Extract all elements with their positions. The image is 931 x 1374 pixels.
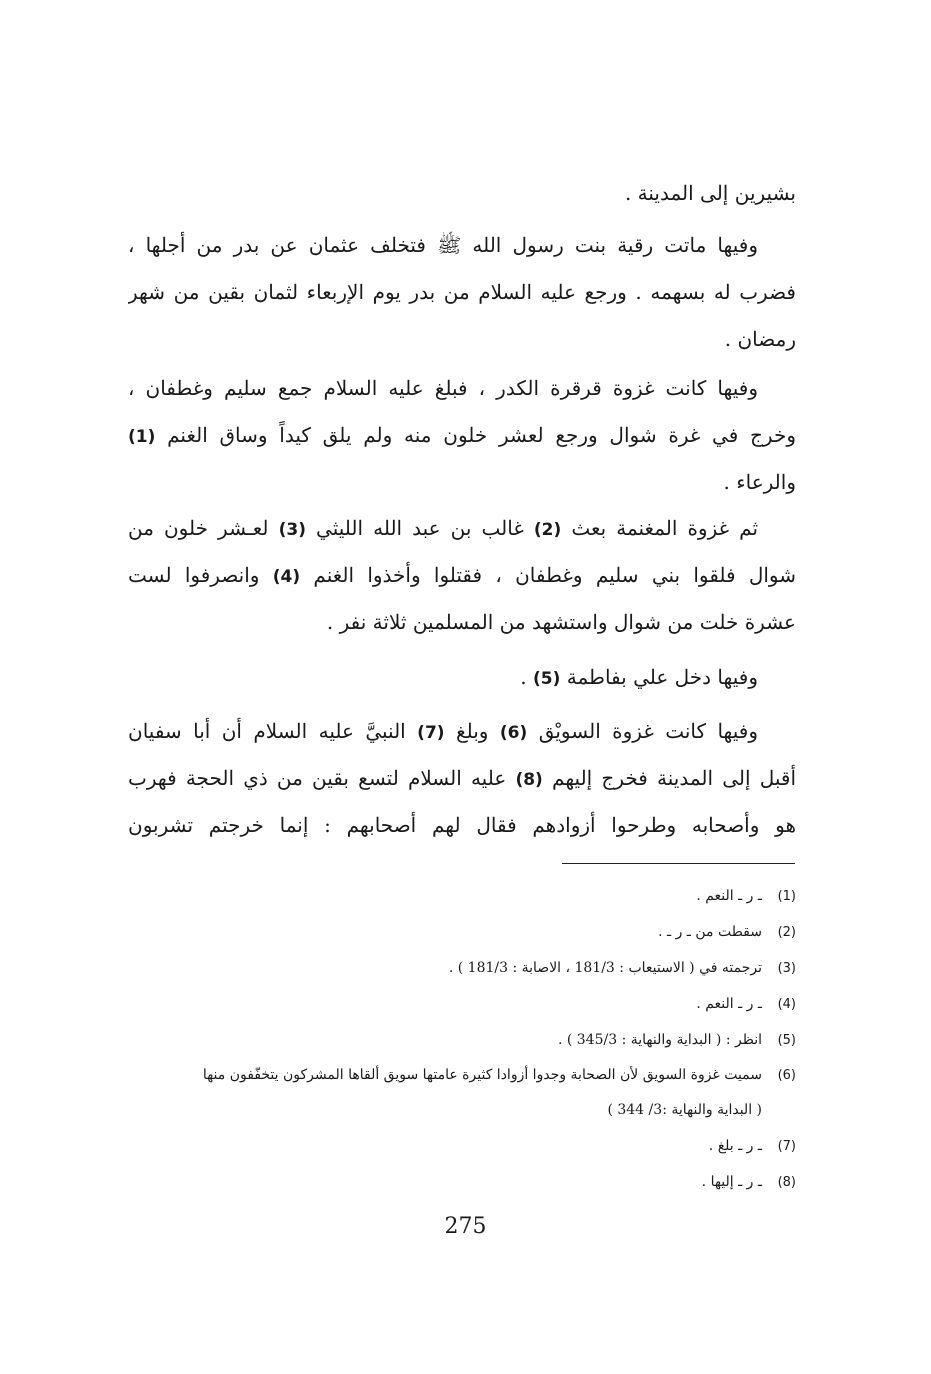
footnote-number: (6): [777, 1068, 796, 1083]
footnote-text: ـ ر ـ النعم .: [696, 996, 762, 1012]
footnote-text: سميت غزوة السويق لأن الصحابة وجدوا أزوادا كثيرة عامتها سويق ألقاها المشركون يتخفّفون منها: [202, 1067, 762, 1083]
paragraph-sawiq: [128, 708, 796, 849]
text-line: [128, 552, 796, 599]
footnote-ref: (7): [417, 723, 445, 743]
paragraph-maghnama: [128, 505, 796, 646]
footnote-ref: (2): [533, 520, 562, 540]
text-segment: وخرج في غرة شوال ورجع لعشر خلون منه ولم يلق كيداً وساق الغنم: [167, 423, 796, 447]
footnote-number: (1): [777, 889, 796, 904]
footnote-number: (8): [777, 1175, 796, 1190]
page-number: 275: [444, 1214, 487, 1239]
footnote-number: (7): [777, 1139, 796, 1154]
text-segment: النبيَّ عليه السلام أن أبا سفيان: [128, 719, 406, 743]
text-line: [128, 412, 796, 459]
footnote: [128, 1128, 796, 1164]
text-line: [128, 654, 796, 701]
footnote-text: انظر : ( البداية والنهاية : 345/3 ) .: [557, 1032, 762, 1048]
footnote-number: (3): [777, 961, 796, 976]
text-segment: شوال فلقوا بني سليم وغطفان ، فقتلوا وأخذوا الغنم: [313, 563, 796, 587]
text-line: وفيها كانت غزوة قرقرة الكدر ، فبلغ عليه السلام جمع سليم وغطفان ،: [128, 376, 758, 400]
footnote: [128, 986, 796, 1022]
footnote-number: (4): [777, 997, 796, 1012]
text-segment: غالب بن عبد الله الليثي: [316, 516, 524, 540]
footnotes: [128, 878, 796, 1200]
text-line: [128, 708, 796, 755]
text-segment: .: [520, 665, 527, 689]
footnote-text: ـ ر ـ النعم .: [696, 888, 762, 904]
footnote: [128, 950, 796, 986]
text-segment: وبلغ: [455, 719, 489, 743]
footnote-ref: (4): [272, 567, 301, 587]
text-line: بشيرين إلى المدينة .: [624, 181, 796, 205]
text-line: هو وأصحابه وطرحوا أزوادهم فقال لهم أصحابهم : إنما خرجتم تشربون: [128, 813, 796, 837]
text-segment: أقبل إلى المدينة فخرج إليهم: [552, 766, 796, 790]
text-segment: عليه السلام لتسع بقين من ذي الحجة فهرب: [128, 766, 507, 790]
footnote: [128, 1164, 796, 1200]
text-line: [128, 755, 796, 802]
paragraph-ruqayya: [128, 222, 796, 363]
footnote-ref: (3): [278, 520, 306, 540]
text-segment: لعـشر خلون من: [128, 516, 269, 540]
footnote: [128, 1022, 796, 1058]
text-segment: ثم غزوة المغنمة بعث: [571, 516, 759, 540]
footnote-number: (5): [777, 1033, 796, 1048]
text-line: فضرب له بسهمه . ورجع عليه السلام من بدر يوم الإربعاء لثمان بقين من شهر: [128, 280, 796, 304]
footnote: [128, 914, 796, 950]
footnote-text: ـ ر ـ إليها .: [701, 1174, 762, 1190]
footnote-ref: (5): [533, 669, 561, 689]
footnote-text: سقطت من ـ ر ـ .: [658, 924, 762, 940]
text-segment: وانصرفوا لست: [128, 563, 260, 587]
text-line: رمضان .: [724, 327, 796, 351]
footnote: [128, 1058, 796, 1128]
paragraph-continuation: [128, 170, 796, 217]
footnote-text: ترجمته في ( الاستيعاب : 181/3 ، الاصابة : 181/3 ) .: [448, 960, 762, 976]
footnote-text: ـ ر ـ بلغ .: [708, 1138, 762, 1154]
text-line: [128, 505, 796, 552]
text-line: وفيها ماتت رقية بنت رسول الله ﷺ فتخلف عثمان عن بدر من أجلها ،: [128, 233, 758, 257]
text-line: والرعاء .: [723, 470, 796, 494]
footnote-ref: (1): [128, 427, 156, 447]
footnote-ref: (6): [499, 723, 528, 743]
footnote-ref: (8): [515, 770, 543, 790]
paragraph-qarqara: [128, 365, 796, 506]
footnote-divider: [562, 863, 795, 864]
paragraph-fatima: [128, 654, 796, 701]
text-segment: وفيها كانت غزوة السويْق: [538, 719, 759, 743]
text-line: عشرة خلت من شوال واستشهد من المسلمين ثلاثة نفر .: [326, 610, 796, 634]
footnote-number: (2): [777, 925, 796, 940]
footnote-citation: ( البداية والنهاية :3/ 344 ): [607, 1102, 762, 1118]
text-segment: وفيها دخل علي بفاطمة: [566, 665, 758, 689]
footnote: [128, 878, 796, 914]
